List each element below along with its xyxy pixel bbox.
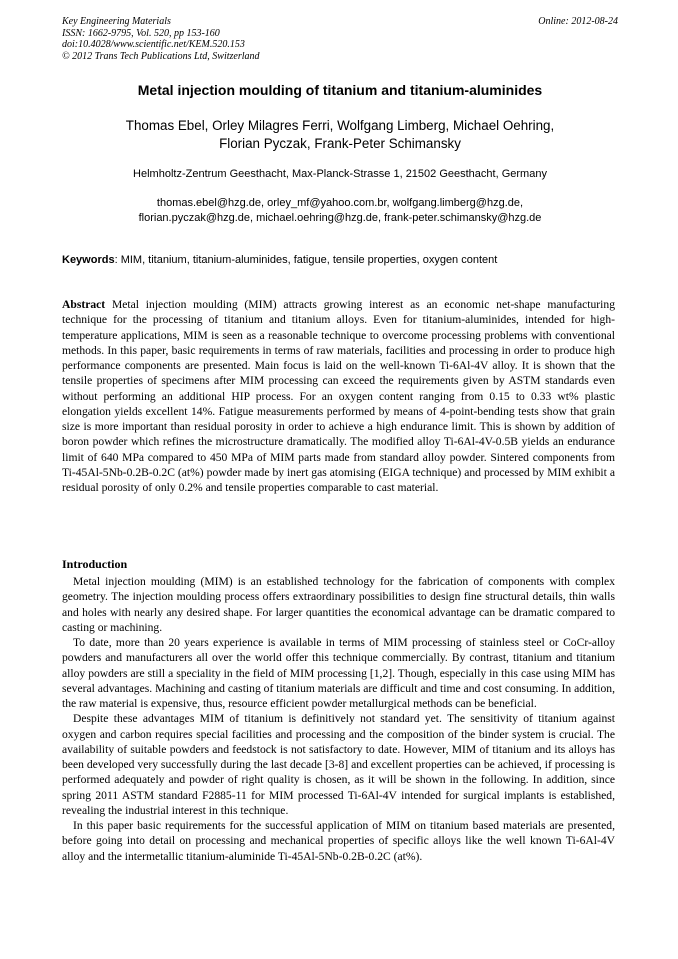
email-line-2: florian.pyczak@hzg.de, michael.oehring@hzg.de, frank-peter.schimansky@hzg.de <box>138 212 542 224</box>
issn-line: ISSN: 1662-9795, Vol. 520, pp 153-160 <box>62 27 220 39</box>
affiliation: Helmholtz-Zentrum Geesthacht, Max-Planck-Strasse 1, 21502 Geesthacht, Germany <box>133 168 547 180</box>
email-line-1: thomas.ebel@hzg.de, orley_mf@yahoo.com.br, wolfgang.limberg@hzg.de, <box>156 197 524 209</box>
doi-line: doi:10.4028/www.scientific.net/KEM.520.153 <box>62 39 245 50</box>
author-list <box>62 117 618 153</box>
intro-paragraph: Despite these advantages MIM of titanium is definitively not standard yet. The sensitivity of titanium against oxygen and carbon requires special facilities and processing and the composition of the binder system is crucial. The availability of suitable powders and feedstock is not satisfactory to date. However, MIM of titanium and its alloys has been developed very successfully during the last decade [3-8] and excellent properties can be achieved, if processing is performed adequately and powder of right quality is chosen, as it will be shown in the following. In addition, since spring 2011 ASTM standard F2885-11 for MIM processed Ti-6Al-4V intended for surgical implants is established, revealing the industrial interest in this technique. <box>62 712 615 817</box>
introduction-heading: Introduction <box>62 557 128 571</box>
paper-title: Metal injection moulding of titanium and titanium-aluminides <box>137 82 543 98</box>
intro-paragraph: Metal injection moulding (MIM) is an established technology for the fabrication of components with complex geometry. The injection moulding process offers extraordinary possibilities to design fine structural details, thin walls and holes with nearly any desired shape. For larger quantities the economical advantage can be dramatic compared to casting or machining. <box>62 575 615 634</box>
journal-name: Key Engineering Materials <box>62 16 171 27</box>
abstract-text: Metal injection moulding (MIM) attracts growing interest as an economic net-shape manufacturing technique for the processing of titanium and titanium alloys. Even for titanium-aluminides, intended for high-temperature applications, MIM is seen as a reasonable technique to overcome processing problems with conventional methods. In this paper, basic requirements in terms of raw materials, facilities and processing in order to produce high performance components are presented. Main focus is laid on the well-known Ti-6Al-4V alloy. It is shown that the tensile properties of specimens after MIM processing can exceed the requirements given by ASTM standards even without performing an additional HIP process. For an oxygen content ranging from 0.15 to 0.33 wt% plastic elongation yields excellent 14%. Fatigue measurements performed by means of 4-point-bending tests show that grain size is more important than residual porosity in order to achieve a high endurance limit. This is shown by addition of boron powder which refines the microstructure dramatically. The modified alloy Ti-6Al-4V-0.5B yields an endurance limit of 640 MPa compared to 450 MPa of MIM parts made from standard alloy powder. Sintered components from Ti-45Al-5Nb-0.2B-0.2C (at%) powder made by inert gas atomising (EIGA technique) and processed by MIM exhibit a residual porosity of only 0.2% and tensile properties comparable to cast material. <box>62 298 615 494</box>
abstract-label: Abstract <box>62 298 106 311</box>
online-date: Online: 2012-08-24 <box>538 16 618 27</box>
introduction-body <box>62 574 615 864</box>
keywords-label: Keywords <box>62 254 115 266</box>
keywords-text: : MIM, titanium, titanium-aluminides, fatigue, tensile properties, oxygen content <box>114 254 498 266</box>
author-emails <box>62 196 618 226</box>
copyright-line: © 2012 Trans Tech Publications Ltd, Switzerland <box>62 50 260 62</box>
intro-paragraph: To date, more than 20 years experience is available in terms of MIM processing of stainless steel or CoCr-alloy powders and manufacturers all over the world offer this technique commercially. By contrast, titanium and titanium alloy powders are still a speciality in the field of MIM processing [1,2]. Though, especially in this case using MIM has several advantages. Machining and casting of titanium materials are difficult and time and cost consuming. In addition, the raw material is expensive, thus, resource efficient powder metallurgical methods can be beneficial. <box>62 636 615 710</box>
author-line-1: Thomas Ebel, Orley Milagres Ferri, Wolfgang Limberg, Michael Oehring, <box>125 118 555 133</box>
author-line-2: Florian Pyczak, Frank-Peter Schimansky <box>219 136 461 151</box>
abstract <box>62 297 615 495</box>
intro-paragraph: In this paper basic requirements for the successful application of MIM on titanium based materials are presented, before going into detail on processing and mechanical properties of specific alloys like the well known Ti-6Al-4V alloy and the intermetallic titanium-aluminide Ti-45Al-5Nb-0.2B-0.2C (at%). <box>62 819 615 863</box>
keywords <box>62 253 618 267</box>
journal-header <box>62 16 618 62</box>
